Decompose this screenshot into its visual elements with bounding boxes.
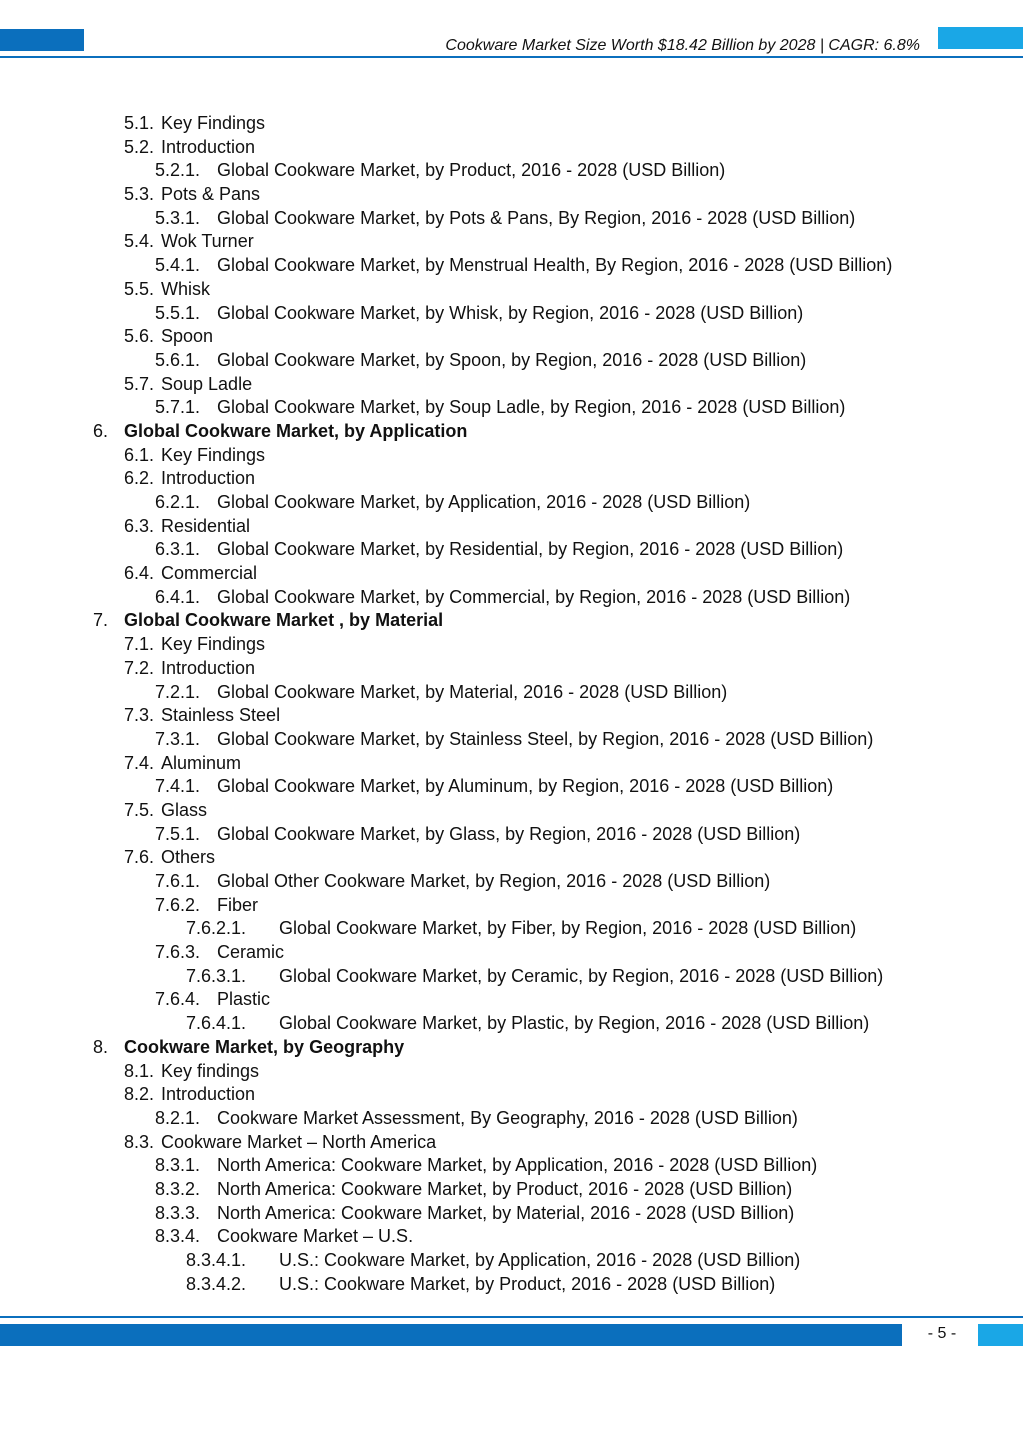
toc-entry-title: Introduction (161, 1084, 256, 1105)
toc-entry-title: Glass (161, 799, 208, 820)
toc-entry (0, 823, 1023, 847)
toc-entry (0, 112, 1023, 136)
toc-entry (0, 846, 1023, 870)
toc-entry-number: 8.3.1. (155, 1155, 201, 1176)
toc-entry-number: 8.3.4.1. (186, 1250, 247, 1270)
toc-entry-number: 5.6.1. (155, 349, 201, 370)
toc-entry-title: Global Cookware Market, by Product, 2016 - 2028 (USD Billion) (217, 160, 726, 181)
toc-entry-title: Soup Ladle (161, 373, 253, 394)
toc-entry (0, 799, 1023, 823)
toc-entry-title: Introduction (161, 468, 256, 489)
toc-entry-title: Introduction (161, 657, 256, 678)
toc-entry-title: Global Cookware Market, by Fiber, by Region, 2016 - 2028 (USD Billion) (279, 918, 857, 939)
toc-entry-number: 7.4.1. (155, 776, 201, 797)
toc-entry-number: 5.3. (124, 184, 155, 205)
toc-entry-number: 8.3.2. (155, 1178, 201, 1199)
toc-entry (0, 1249, 1023, 1273)
toc-entry-number: 8.1. (124, 1060, 155, 1081)
toc-entry-number: 5.7.1. (155, 397, 201, 418)
toc-entry-title: Cookware Market, by Geography (124, 1036, 405, 1057)
toc-entry-number: 8.2. (124, 1084, 155, 1105)
toc-entry-title: Spoon (161, 326, 214, 347)
toc-entry-title: Cookware Market – North America (161, 1131, 437, 1152)
toc-entry-number: 7.3. (124, 705, 155, 726)
toc-entry (0, 159, 1023, 183)
toc-entry (0, 373, 1023, 397)
toc-entry-title: Global Cookware Market, by Residential, by Region, 2016 - 2028 (USD Billion) (217, 539, 844, 560)
toc-entry (0, 349, 1023, 373)
toc-entry (0, 420, 1023, 444)
toc-entry-title: Global Cookware Market, by Application (124, 420, 468, 441)
toc-entry (0, 609, 1023, 633)
toc-entry-number: 7.3.1. (155, 728, 201, 749)
toc-entry-number: 8. (93, 1036, 109, 1057)
toc-entry (0, 1060, 1023, 1084)
toc-entry-title: Key findings (161, 1060, 260, 1081)
toc-entry-number: 7.2. (124, 657, 155, 678)
toc-entry-number: 5.5.1. (155, 302, 201, 323)
header-rule (0, 56, 1023, 58)
toc-entry (0, 207, 1023, 231)
toc-entry (0, 325, 1023, 349)
toc-entry (0, 444, 1023, 468)
toc-entry-title: Global Cookware Market, by Ceramic, by Region, 2016 - 2028 (USD Billion) (279, 965, 884, 986)
toc-entry-title: Fiber (217, 894, 259, 915)
toc-entry-title: U.S.: Cookware Market, by Product, 2016 - 2028 (USD Billion) (279, 1273, 776, 1294)
header-title: Cookware Market Size Worth $18.42 Billion by 2028 | CAGR: 6.8% (445, 37, 920, 54)
toc-entry-number: 7.6.2. (155, 894, 201, 915)
toc-entry-title: Cookware Market Assessment, By Geography, 2016 - 2028 (USD Billion) (217, 1107, 798, 1128)
toc-entry-number: 7.6.2.1. (186, 918, 247, 939)
toc-entry (0, 1036, 1023, 1060)
toc-entry-title: Ceramic (217, 942, 285, 963)
toc-entry-number: 6.3. (124, 515, 155, 536)
toc-entry (0, 302, 1023, 326)
toc-entry (0, 1012, 1023, 1036)
toc-entry-number: 6.1. (124, 444, 155, 465)
toc-entry (0, 633, 1023, 657)
toc-entry-title: Cookware Market – U.S. (217, 1226, 414, 1247)
footer-accent-right (978, 1324, 1023, 1346)
toc-entry-title: Residential (161, 515, 251, 536)
toc-entry (0, 752, 1023, 776)
toc-entry-title: Introduction (161, 136, 256, 157)
toc-entry-title: Key Findings (161, 113, 266, 133)
toc-entry-title: Stainless Steel (161, 705, 281, 726)
toc-entry-title: Global Cookware Market, by Stainless Steel, by Region, 2016 - 2028 (USD Billion) (217, 728, 874, 749)
toc-entry (0, 278, 1023, 302)
toc-entry-number: 7.4. (124, 752, 155, 773)
toc-entry-number: 5.2.1. (155, 160, 201, 181)
toc-entry (0, 1273, 1023, 1297)
toc-entry (0, 965, 1023, 989)
toc-entry-number: 5.1. (124, 113, 155, 133)
toc-entry (0, 538, 1023, 562)
footer-rule (0, 1316, 1023, 1318)
toc-entry-number: 5.7. (124, 373, 155, 394)
toc-entry (0, 917, 1023, 941)
toc-entry-number: 5.4.1. (155, 255, 201, 276)
toc-entry (0, 1083, 1023, 1107)
toc-entry (0, 894, 1023, 918)
toc-entry-number: 5.6. (124, 326, 155, 347)
toc-entry (0, 254, 1023, 278)
toc-entry (0, 515, 1023, 539)
toc-entry-title: U.S.: Cookware Market, by Application, 2016 - 2028 (USD Billion) (279, 1250, 801, 1270)
toc-entry-number: 5.3.1. (155, 207, 201, 228)
toc-entry-title: North America: Cookware Market, by Material, 2016 - 2028 (USD Billion) (217, 1202, 795, 1223)
toc-entry-number: 6.3.1. (155, 539, 201, 560)
toc-entry-title: Global Other Cookware Market, by Region, 2016 - 2028 (USD Billion) (217, 871, 771, 891)
toc-entry-number: 6.4.1. (155, 586, 201, 607)
toc-entry (0, 870, 1023, 894)
toc-entry-number: 7.5. (124, 799, 155, 820)
toc-entry (0, 941, 1023, 965)
toc-entry (0, 704, 1023, 728)
toc-entry-number: 7.6.4.1. (186, 1013, 247, 1034)
toc-entry (0, 1107, 1023, 1131)
toc-entry-title: North America: Cookware Market, by Application, 2016 - 2028 (USD Billion) (217, 1155, 818, 1176)
toc-entry (0, 491, 1023, 515)
toc-entry-number: 7.2.1. (155, 681, 201, 702)
toc-entry (0, 586, 1023, 610)
toc-entry-number: 6.2.1. (155, 492, 201, 512)
toc-entry-title: Global Cookware Market, by Aluminum, by Region, 2016 - 2028 (USD Billion) (217, 776, 834, 797)
toc-entry-number: 7.6.3. (155, 942, 201, 963)
toc-entry (0, 1225, 1023, 1249)
toc-entry (0, 988, 1023, 1012)
toc-entry-number: 7. (93, 610, 109, 631)
toc-entry-title: Global Cookware Market, by Material, 2016 - 2028 (USD Billion) (217, 681, 728, 702)
toc-entry-title: Global Cookware Market, by Plastic, by Region, 2016 - 2028 (USD Billion) (279, 1013, 870, 1034)
toc-entry-number: 7.5.1. (155, 823, 201, 844)
toc-entry-number: 7.6. (124, 847, 155, 868)
toc-entry-number: 8.2.1. (155, 1107, 201, 1128)
footer-bar (0, 1324, 902, 1346)
toc-entry (0, 775, 1023, 799)
toc-entry (0, 136, 1023, 160)
toc-entry-title: Others (161, 847, 216, 868)
toc-entry (0, 681, 1023, 705)
toc-entry-number: 7.6.3.1. (186, 965, 247, 986)
toc-entry (0, 467, 1023, 491)
toc-entry-number: 8.3.3. (155, 1202, 201, 1223)
toc-entry-number: 5.4. (124, 231, 155, 252)
toc-entry (0, 1131, 1023, 1155)
toc-entry-title: North America: Cookware Market, by Product, 2016 - 2028 (USD Billion) (217, 1178, 793, 1199)
toc-entry (0, 1178, 1023, 1202)
toc-entry-number: 8.3.4. (155, 1226, 201, 1247)
toc-entry-title: Global Cookware Market, by Soup Ladle, by Region, 2016 - 2028 (USD Billion) (217, 397, 846, 418)
toc-entry-title: Wok Turner (161, 231, 254, 252)
toc-entry-number: 5.2. (124, 136, 155, 157)
toc-entry (0, 728, 1023, 752)
toc-entry-title: Global Cookware Market, by Commercial, by Region, 2016 - 2028 (USD Billion) (217, 586, 851, 607)
toc-entry-title: Aluminum (161, 752, 242, 773)
toc-entry-title: Pots & Pans (161, 184, 261, 205)
toc-entry-number: 7.6.4. (155, 989, 201, 1010)
toc-entry (0, 562, 1023, 586)
toc-entry-title: Global Cookware Market , by Material (124, 610, 444, 631)
toc-entry (0, 1154, 1023, 1178)
toc-entry-title: Global Cookware Market, by Whisk, by Region, 2016 - 2028 (USD Billion) (217, 302, 804, 323)
toc-entry (0, 230, 1023, 254)
toc-entry-title: Global Cookware Market, by Application, 2016 - 2028 (USD Billion) (217, 492, 751, 512)
toc-entry-title: Whisk (161, 278, 210, 299)
toc-entry (0, 1202, 1023, 1226)
toc-entry-title: Key Findings (161, 634, 266, 655)
toc-entry-number: 6. (93, 420, 109, 441)
toc-entry-title: Global Cookware Market, by Glass, by Region, 2016 - 2028 (USD Billion) (217, 823, 801, 844)
toc-entry-title: Global Cookware Market, by Spoon, by Region, 2016 - 2028 (USD Billion) (217, 349, 807, 370)
table-of-contents (0, 112, 1023, 1296)
header-accent-left (0, 29, 84, 51)
toc-entry-number: 6.4. (124, 563, 155, 584)
toc-entry (0, 657, 1023, 681)
toc-entry (0, 183, 1023, 207)
toc-entry-title: Global Cookware Market, by Menstrual Health, By Region, 2016 - 2028 (USD Billion) (217, 255, 893, 276)
toc-entry-number: 7.1. (124, 634, 155, 655)
toc-entry-title: Key Findings (161, 444, 266, 465)
toc-entry-number: 8.3. (124, 1131, 155, 1152)
toc-entry-title: Global Cookware Market, by Pots & Pans, By Region, 2016 - 2028 (USD Billion) (217, 207, 856, 228)
toc-entry-number: 7.6.1. (155, 871, 201, 891)
toc-entry-number: 8.3.4.2. (186, 1273, 247, 1294)
toc-entry (0, 396, 1023, 420)
toc-entry-number: 5.5. (124, 278, 155, 299)
header-accent-right (938, 27, 1023, 49)
toc-entry-title: Plastic (217, 989, 271, 1010)
toc-entry-title: Commercial (161, 563, 258, 584)
toc-entry-number: 6.2. (124, 468, 155, 489)
page-number: - 5 - (927, 1325, 957, 1342)
